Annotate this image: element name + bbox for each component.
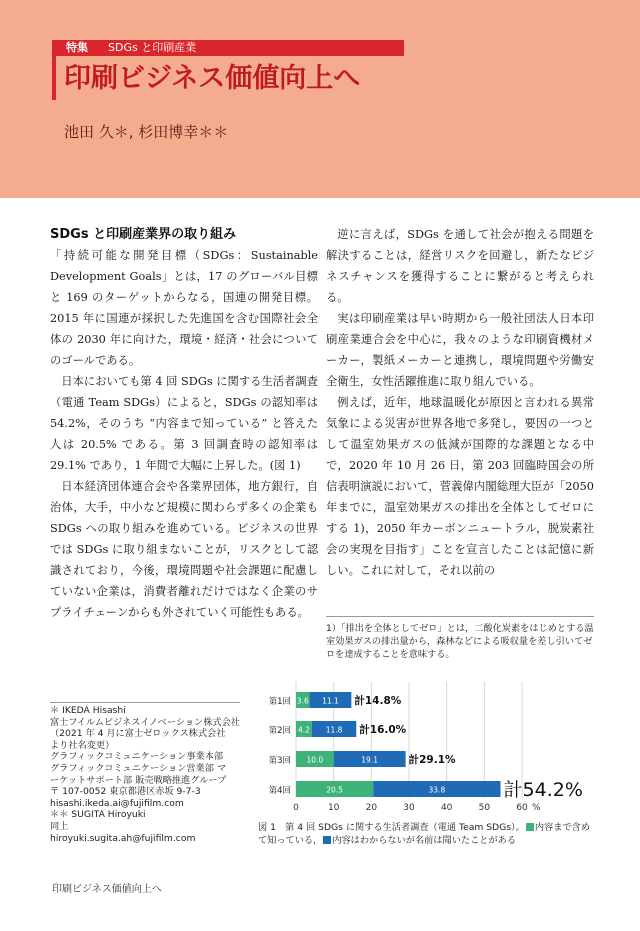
total-label: 計14.8%: [354, 695, 402, 707]
bar-value-label: 20.5: [326, 785, 343, 795]
header-band: [0, 0, 640, 198]
bar-value-label: 10.0: [306, 755, 324, 765]
category-label: 第1回: [268, 697, 291, 707]
total-label: 計29.1%: [408, 754, 456, 766]
x-tick-label: 50: [478, 803, 491, 813]
feature-tag-label: 特集: [66, 41, 88, 54]
feature-tag: [52, 40, 404, 56]
author-info: [50, 705, 246, 844]
author-info-line: より社名変更）: [50, 739, 115, 751]
caption-text: 図 1 第 4 回 SDGs に関する生活者調査（電通 Team SDGs）。: [258, 822, 525, 833]
footnote-rule: [326, 616, 594, 617]
paragraph: 日本経済団体連合会や各業界団体，地方銀行，自治体，大手，中小など規模に関わらず多くの企業も SDGs への取り組みを進めている。ビジネスの世界では SDGs に取り組まないことが，リスクとして認識されており，今後，環境問題や社会課題に配慮していない企業は，消費者離れだけではなく企業のサプライチェーンからも外されていく可能性もある。: [50, 480, 318, 619]
sdgs-awareness-chart: [258, 680, 603, 815]
article-title: 印刷ビジネス価値向上へ: [64, 63, 361, 94]
bar-value-label: 11.8: [325, 725, 343, 735]
paragraph: 逆に言えば，SDGs を通して社会が抱える問題を解決することは，経営リスクを回避し，新たなビジネスチャンスを獲得することに繋がると考えられる。: [326, 228, 594, 304]
paragraph: 例えば，近年，地球温暖化が原因と言われる異常気象による災害が世界各地で多発し，要因の一つとして温室効果ガスの低減が国際的な課題となる中で，2020 年 10 月 26 日，第 203 回臨時国会の所信表明演説において，菅義偉内閣総理大臣が「2050 年までに，温室効果ガスの排出を全体としてゼロにする 1)，2050 年カーボンニュートラル，脱炭素社会の実現を目指す」ことを宣言したことは記憶に新しい。これに対して，それ以前の: [326, 396, 594, 577]
legend-blue-label: 内容はわからないが名前は聞いたことがある: [332, 834, 517, 846]
author-info-line: ＊＊ SUGITA Hiroyuki: [50, 809, 146, 821]
article-authors: 池田 久＊, 杉田博幸＊＊: [64, 123, 229, 141]
feature-tag-subtitle: SDGs と印刷産業: [108, 41, 197, 54]
title-rule: [52, 56, 56, 100]
legend-swatch-blue: [323, 836, 331, 844]
bar-value-label: 33.8: [428, 785, 446, 795]
x-tick-label: 40: [440, 803, 453, 813]
legend-swatch-green: [526, 823, 534, 831]
author-info-line: hiroyuki.sugita.ah@fujifilm.com: [50, 832, 196, 844]
paragraph: 実は印刷産業は早い時期から一般社団法人日本印刷産業連合会を中心に，我々のような印刷資機材メーカー，製紙メーカーと連携し，環境問題や労働安全衛生，女性活躍推進に取り組んでいる。: [326, 312, 594, 388]
x-tick-label: 0: [293, 803, 299, 813]
author-info-line: グラフィックコミュニケーション営業部 マ: [50, 762, 227, 774]
bar-value-label: 11.1: [322, 696, 339, 706]
category-label: 第4回: [268, 786, 291, 796]
author-info-line: グラフィックコミュニケーション事業本部: [50, 751, 224, 763]
author-info-line: ーケットサポート部 販売戦略推進グループ: [50, 774, 227, 786]
paragraph: 日本においても第 4 回 SDGs に関する生活者調査（電通 Team SDGs）によると，SDGs の認知率は 54.2%，そのうち “内容まで知っている” と答えた人は 20.5% である。第 3 回調査時の認知率は 29.1% であり，1 年間で大幅に上昇した。(図 1): [50, 375, 318, 472]
figure-caption: [258, 822, 598, 847]
x-unit-label: %: [532, 803, 541, 813]
author-info-line: （2021 年 4 月に富士ゼロックス株式会社: [50, 728, 226, 740]
bar-value-label: 3.6: [296, 696, 309, 706]
legend-green-label: 内容まで含めて知っている，: [258, 822, 590, 846]
x-tick-label: 20: [365, 803, 378, 813]
bar-value-label: 4.2: [297, 725, 310, 735]
author-info-line: hisashi.ikeda.ai@fujifilm.com: [50, 797, 184, 809]
section-heading: SDGs と印刷産業界の取り組み: [50, 227, 237, 242]
x-tick-label: 10: [327, 803, 340, 813]
x-tick-label: 30: [403, 803, 415, 813]
right-column: [326, 224, 594, 581]
paragraph: 「持続可能な開発目標（SDGs：Sustainable Development Goals」とは，17 のグローバル目標と 169 のターゲットからなる，国連の開発目標。2015 年に国連が採択した先進国を含む国際社会全体の 2030 年に向けた，環境・経済・社会についてのゴールである。: [50, 249, 318, 367]
category-label: 第2回: [268, 726, 291, 736]
author-info-line: 富士フイルムビジネスイノベーション株式会社: [50, 716, 240, 728]
author-info-rule: [50, 702, 240, 703]
category-label: 第3回: [268, 756, 291, 766]
author-info-line: ＊ IKEDA Hisashi: [50, 705, 126, 716]
bar-value-label: 19.1: [361, 755, 378, 765]
author-info-line: 同上: [50, 820, 69, 832]
x-tick-label: 60: [516, 803, 528, 813]
running-footer: 印刷ビジネス価値向上へ: [52, 884, 162, 895]
total-label: 計16.0%: [359, 724, 407, 736]
author-info-line: 〒 107-0052 東京都港区赤坂 9-7-3: [50, 786, 201, 798]
total-label: 計54.2%: [503, 779, 583, 801]
left-column: [50, 224, 318, 623]
footnote: 1）「排出を全体としてゼロ」とは，二酸化炭素をはじめとする温室効果ガスの排出量から，森林などによる吸収量を差し引いてゼロを達成することを意味する。: [326, 623, 594, 660]
